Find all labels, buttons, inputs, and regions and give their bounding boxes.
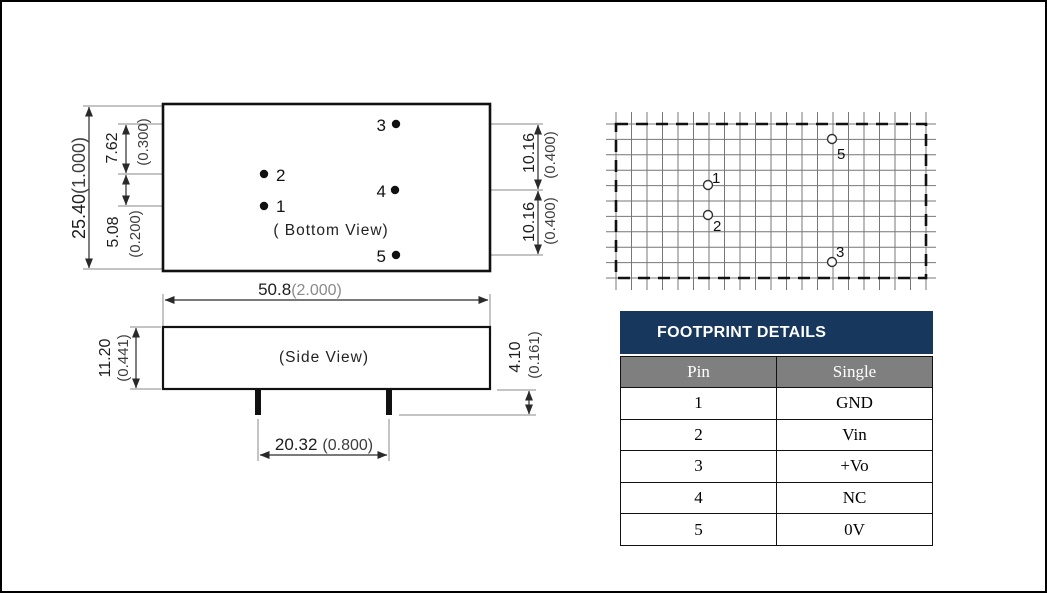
side-view-left-pin: [255, 389, 261, 415]
dim-p2-p1-in: (0.200): [127, 210, 144, 258]
bottom-pin2-dot: [260, 170, 268, 178]
pin-row-2: [621, 419, 933, 451]
footprint-grid: [606, 112, 936, 290]
bottom-view: [69, 104, 559, 271]
bottom-pin4-dot: [391, 186, 399, 194]
bottom-pin5-label: 5: [376, 247, 386, 266]
bottom-view-outline: [163, 104, 490, 271]
bottom-pin3-dot: [392, 120, 400, 128]
side-view-caption: (Side View): [279, 349, 369, 366]
bottom-pin3-label: 3: [376, 116, 386, 135]
pin-table: [620, 356, 933, 546]
bottom-view-caption: ( Bottom View): [273, 222, 389, 239]
dim-body-width: 50.8(2.000): [258, 280, 342, 299]
footprint-pad-5-label: 5: [837, 146, 846, 163]
bottom-pin1-dot: [260, 202, 268, 210]
column-header-single: Single: [777, 357, 933, 388]
bottom-pin5-dot: [392, 251, 400, 259]
dim-body-height-in: (0.441): [115, 334, 132, 382]
pin-row-1: [621, 388, 933, 420]
pin-row-3: [621, 451, 933, 483]
dim-p3-p2-in: (0.300): [135, 118, 152, 166]
dim-overall-height: 25.40(1.000): [69, 136, 89, 240]
dim-body-height-mm: 11.20: [97, 338, 114, 378]
pin-function: Vin: [777, 419, 933, 451]
side-view-right-pin: [386, 389, 392, 415]
pin-number: 1: [621, 388, 777, 420]
pin-function: 0V: [777, 514, 933, 546]
dim-pin-pitch: 20.32 (0.800): [274, 435, 374, 454]
dim-p3-p4-in: (0.400): [542, 131, 559, 179]
bottom-pin1-label: 1: [276, 197, 286, 216]
dim-pin-length-in: (0.161): [526, 331, 543, 379]
pin-number: 2: [621, 419, 777, 451]
dim-p4-p5-mm: 10.16: [521, 201, 538, 243]
footprint-diagram: [606, 112, 936, 290]
footprint-pad-2-label: 2: [713, 218, 722, 235]
pin-row-5: [621, 514, 933, 546]
pin-function: NC: [777, 482, 933, 514]
pin-row-4: [621, 482, 933, 514]
dim-pin-length-mm: 4.10: [507, 341, 524, 373]
dim-p3-p2-mm: 7.62: [104, 132, 121, 164]
footprint-pad-5: [828, 135, 837, 144]
pin-table-header-row: [621, 357, 933, 388]
bottom-pin4-label: 4: [376, 182, 386, 201]
pin-number: 5: [621, 514, 777, 546]
footprint-pad-2: [704, 211, 713, 220]
pin-function: GND: [777, 388, 933, 420]
pin-number: 4: [621, 482, 777, 514]
bottom-pin2-label: 2: [276, 166, 286, 185]
footprint-pad-1-label: 1: [712, 170, 721, 187]
dim-p3-p4-mm: 10.16: [521, 132, 538, 174]
pin-function: +Vo: [777, 451, 933, 483]
dim-p4-p5-in: (0.400): [542, 197, 559, 245]
column-header-pin: Pin: [621, 357, 777, 388]
dim-p2-p1-mm: 5.08: [105, 216, 122, 248]
footprint-pad-3-label: 3: [836, 244, 845, 261]
footprint-details-panel: [620, 311, 933, 546]
pin-number: 3: [621, 451, 777, 483]
side-view: [97, 280, 543, 461]
footprint-details-title: FOOTPRINT DETAILS: [620, 311, 933, 354]
